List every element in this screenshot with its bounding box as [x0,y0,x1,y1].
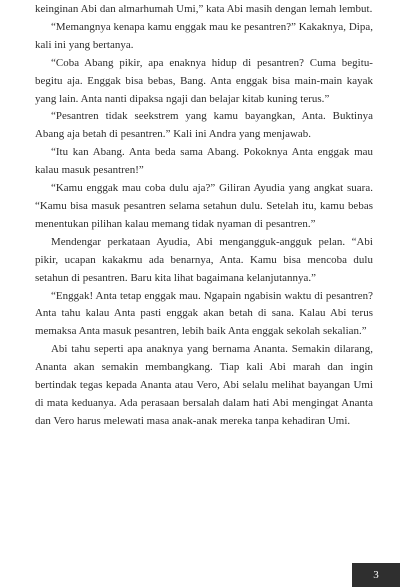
paragraph-9: Abi tahu seperti apa anaknya yang bernama Ananta. Semakin dilarang, Ananta akan semakin membangkang. Tiap kali Abi marah dan ingin bertindak tegas kepada Ananta atau Vero, Abi selalu melihat bayangan Umi di mata keduanya. Ada perasaan bersalah dalam hati Abi mengingat Ananta dan Vero harus melewati masa anak-anak mereka tanpa kehadiran Umi. [35,343,373,427]
paragraph-5: “Itu kan Abang. Anta beda sama Abang. Pokoknya Anta enggak mau kalau masuk pesantren!” [35,146,373,177]
paragraph-6: “Kamu enggak mau coba dulu aja?” Giliran Ayudia yang angkat suara. “Kamu bisa masuk pesantren selama setahun dulu. Setelah itu, kamu bebas menentukan pilihan kalau memang tidak nyaman di pesantren.” [35,182,373,230]
paragraph-2: “Memangnya kenapa kamu enggak mau ke pesantren?” Kakaknya, Dipa, kali ini yang bertanya. [35,20,373,51]
page-number: 3 [373,569,379,581]
paragraph-7: Mendengar perkataan Ayudia, Abi mengangguk-angguk pelan. “Abi pikir, ucapan kakakmu ada benarnya, Anta. Kamu bisa mencoba dulu setahun di pesantren. Baru kita lihat bagaimana kelanjutannya.” [35,235,373,284]
paragraph-3: “Coba Abang pikir, apa enaknya hidup di pesantren? Cuma begitu-begitu aja. Enggak bisa bebas, Bang. Anta enggak bisa main-main kayak yang lain. Anta nanti dipaksa ngaji dan belajar kitab kuning terus.” [35,56,373,105]
paragraph-8: “Enggak! Anta tetap enggak mau. Ngapain ngabisin waktu di pesantren? Anta tahu kalau Anta pasti enggak akan betah di sana. Kalau Abi terus memaksa Anta masuk pesantren, lebih baik Anta enggak sekolah sekalian.” [35,289,373,338]
page-number-badge [352,563,400,587]
body-text [35,1,373,431]
paragraph-1: keinginan Abi dan almarhumah Umi,” kata Abi masih dengan lemah lembut. [35,3,373,15]
paragraph-4: “Pesantren tidak seekstrem yang kamu bayangkan, Anta. Buktinya Abang aja betah di pesantren.” Kali ini Andra yang menjawab. [35,110,373,141]
